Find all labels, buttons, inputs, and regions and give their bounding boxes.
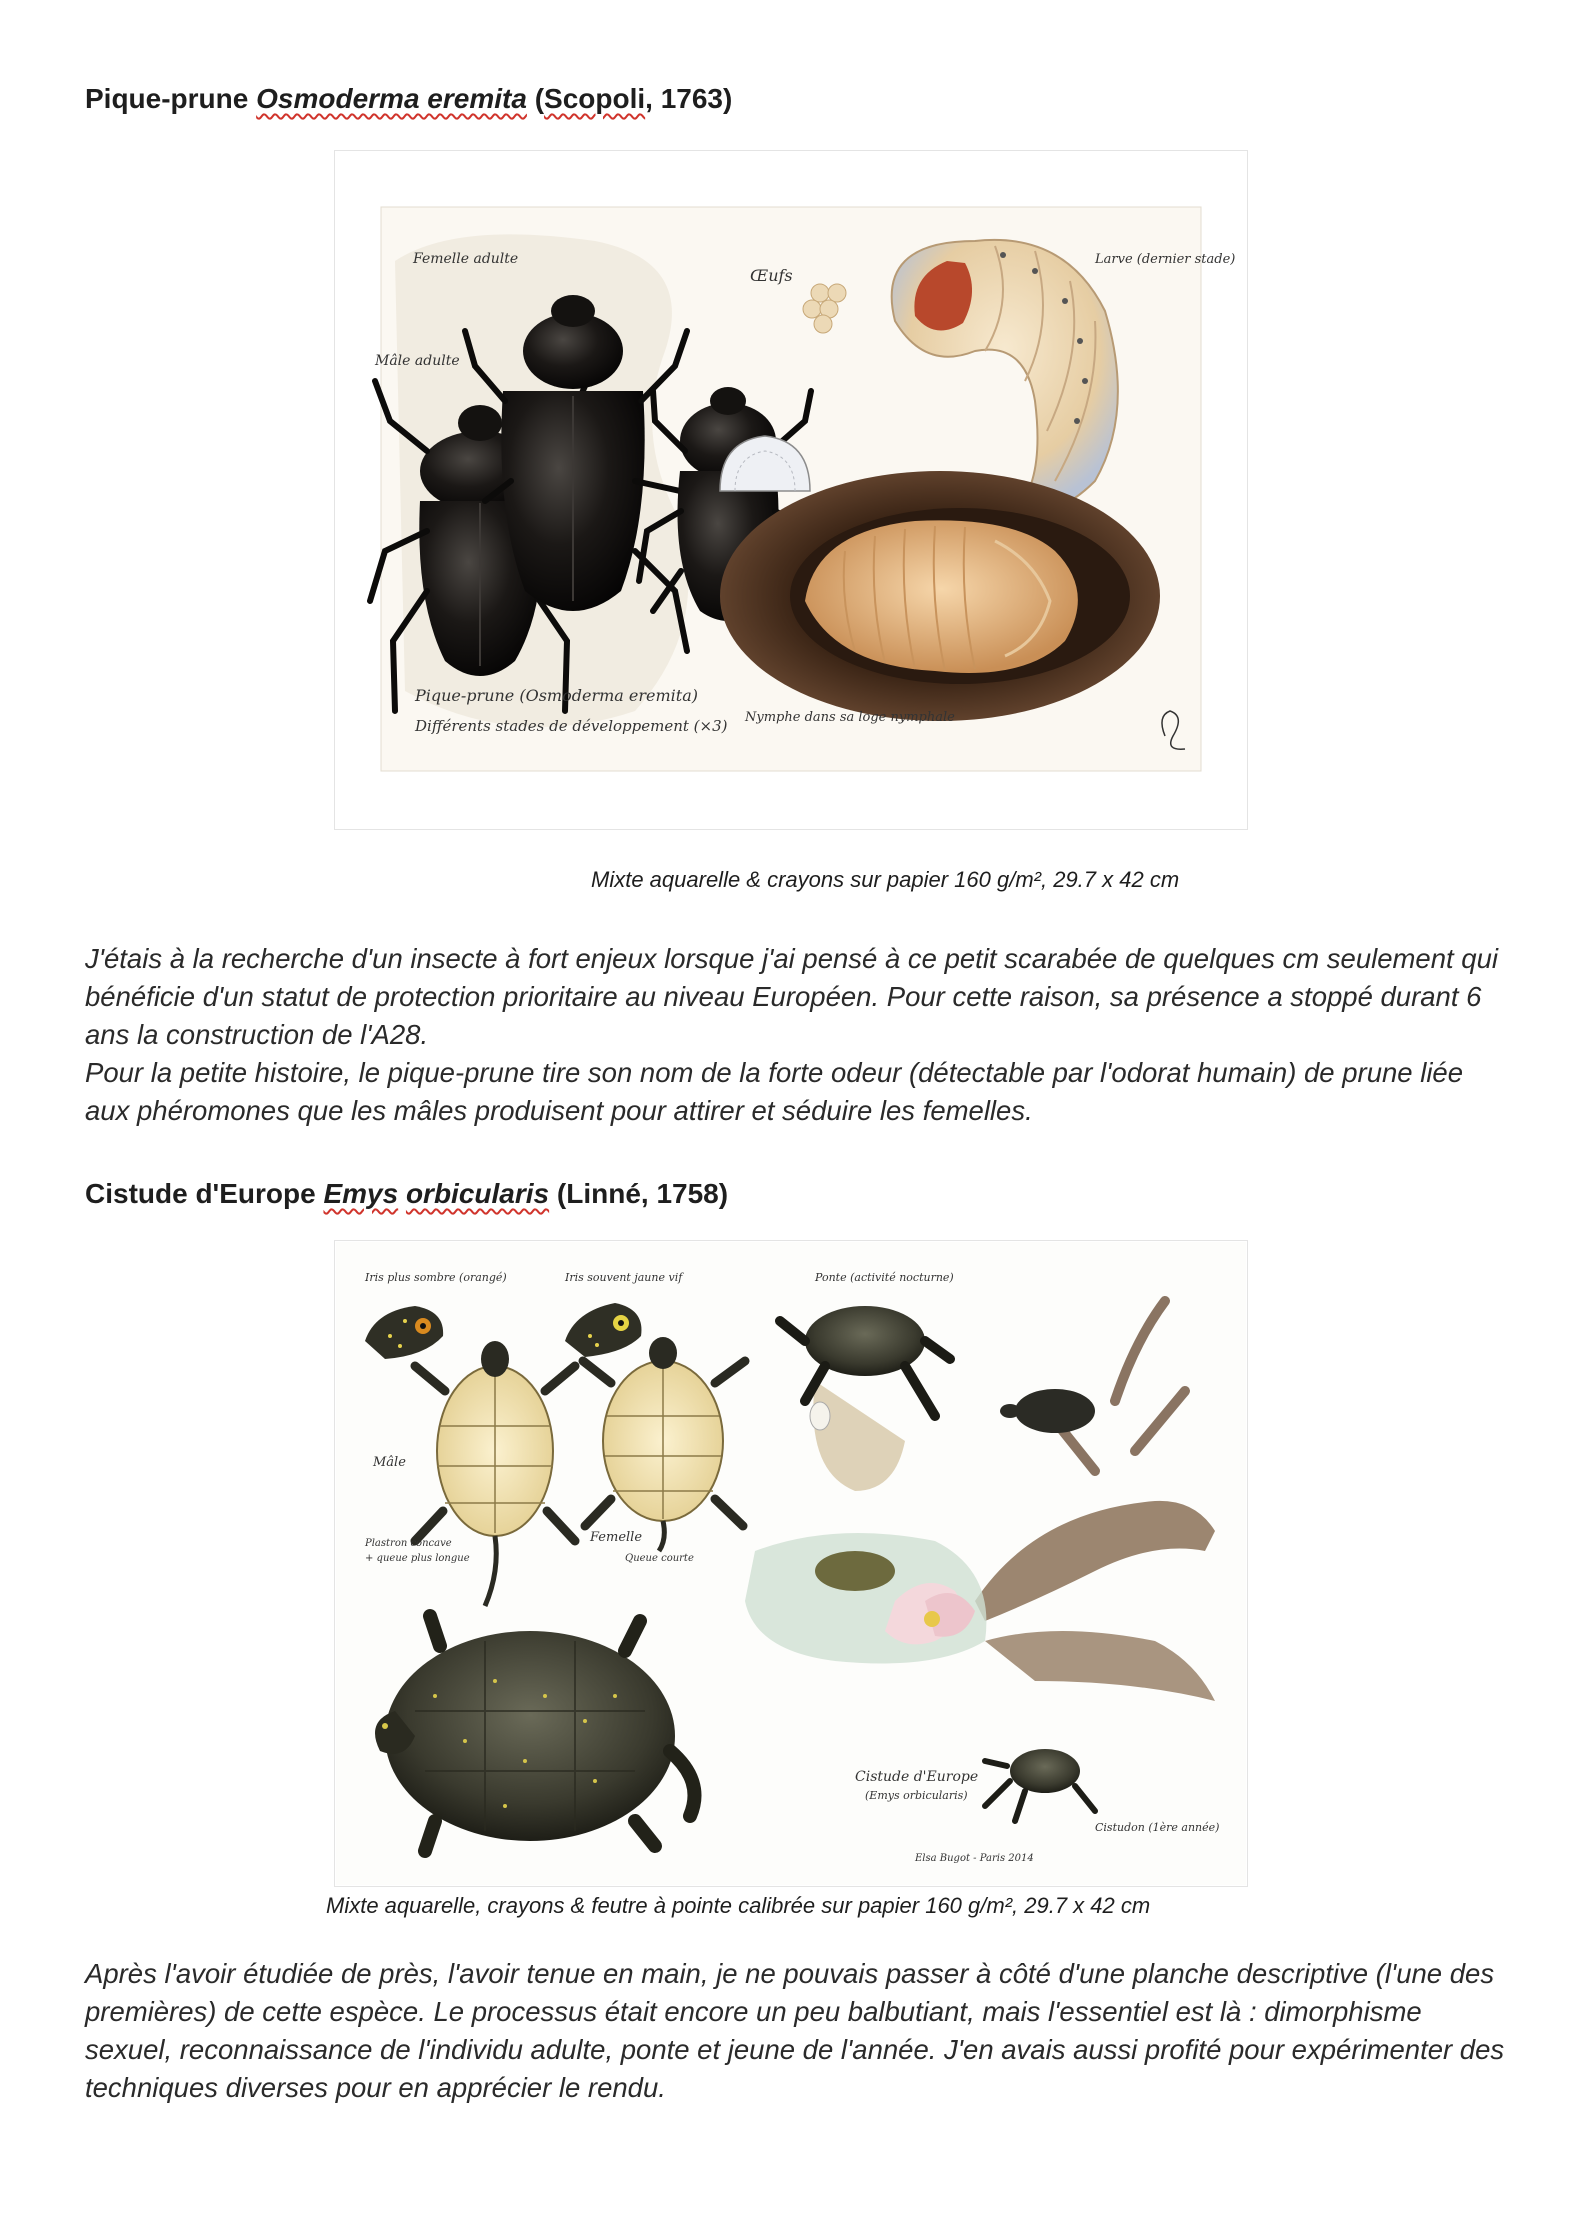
label-head-note-1: Iris plus sombre (orangé) <box>365 1271 507 1284</box>
label-nymph: Nymphe dans sa loge nymphale <box>745 710 955 725</box>
plate-pique-prune <box>334 150 1248 830</box>
label-plastron-note: Plastron concave <box>365 1538 452 1549</box>
plate-cistude <box>334 1240 1248 1887</box>
plate-title-line2: Différents stades de développement (×3) <box>415 717 728 735</box>
label-juvenile: Cistudon (1ère année) <box>1095 1821 1220 1834</box>
paragraph-line-1: J'étais à la recherche d'un insecte à fort enjeux lorsque j'ai pensé à ce petit scarabée de quelques cm seulement qui bénéficie d'un statut de protection prioritaire au niveau Européen. Pour cette raison, sa présence a stoppé durant 6 ans la construction de l'A28. <box>85 943 1498 1050</box>
caption-plate-2: Mixte aquarelle, crayons & feutre à pointe calibrée sur papier 160 g/m², 29.7 x 42 cm <box>326 1893 1151 1918</box>
caption-plate-1: Mixte aquarelle & crayons sur papier 160 g/m², 29.7 x 42 cm <box>591 867 1180 892</box>
common-name: Pique-prune <box>85 83 249 114</box>
common-name: Cistude d'Europe <box>85 1178 316 1209</box>
label-female: Femelle <box>590 1530 643 1545</box>
plate-title-line1: Pique-prune (Osmoderma eremita) <box>415 686 698 705</box>
turtle-illustration <box>335 1241 1247 1886</box>
author-prefix: ( <box>534 83 545 114</box>
scientific-species: orbicularis <box>405 1178 550 1209</box>
scientific-genus: Emys <box>323 1178 399 1209</box>
section-heading-pique-prune <box>85 82 732 116</box>
paragraph-text: Après l'avoir étudiée de près, l'avoir tenue en main, je ne pouvais passer à côté d'une planche descriptive (l'une des premières) de cette espèce. Le processus était encore un peu balbutiant, mais l'essentiel est là : dimorphisme sexuel, reconnaissance de l'individu adulte, ponte et jeune de l'année. J'en avais aussi profité pour expérimenter des techniques diverses pour en apprécier le rendu. <box>85 1958 1505 2103</box>
beetle-illustration <box>335 151 1247 829</box>
author-suffix: , 1763) <box>645 83 733 114</box>
paragraph-pique-prune <box>85 940 1505 1130</box>
pond-scene <box>745 1533 986 1664</box>
author: (Linné, 1758) <box>556 1178 729 1209</box>
label-head-note-2: Iris souvent jaune vif <box>565 1271 683 1284</box>
plate-title-line1: Cistude d'Europe <box>855 1769 979 1785</box>
author-name: Scopoli <box>544 83 646 114</box>
plate-title-line2: (Emys orbicularis) <box>865 1789 968 1802</box>
label-laying: Ponte (activité nocturne) <box>815 1271 954 1284</box>
artist-signature: Elsa Bugot - Paris 2014 <box>915 1853 1034 1864</box>
label-eggs: Œufs <box>750 266 793 285</box>
nymph-chamber <box>720 471 1160 721</box>
paragraph-cistude <box>85 1955 1505 2107</box>
label-female-note: Queue courte <box>625 1553 694 1564</box>
label-male: Mâle <box>373 1455 406 1470</box>
label-tail-note: + queue plus longue <box>365 1553 470 1564</box>
label-female: Femelle adulte <box>413 251 519 267</box>
section-heading-cistude <box>85 1177 728 1211</box>
label-male: Mâle adulte <box>375 353 460 369</box>
scientific-name: Osmoderma eremita <box>256 83 527 114</box>
label-larva: Larve (dernier stade) <box>1095 252 1236 267</box>
paragraph-line-2: Pour la petite histoire, le pique-prune tire son nom de la forte odeur (détectable par l'odorat humain) de prune liée aux phéromones que les mâles produisent pour attirer et séduire les femelles. <box>85 1057 1464 1126</box>
